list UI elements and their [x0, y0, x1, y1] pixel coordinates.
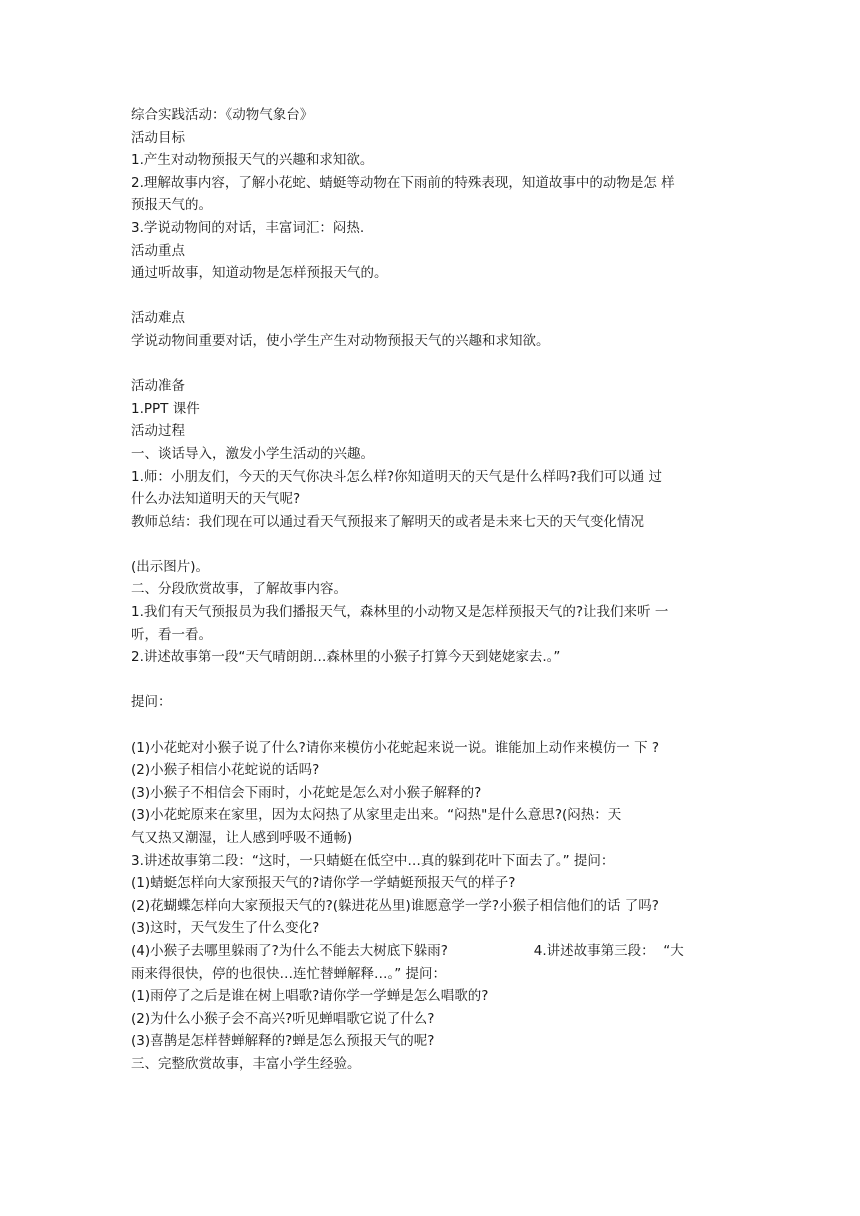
text-line: 听，看一看。	[131, 626, 212, 643]
section-heading-focus: 活动重点	[131, 242, 185, 259]
text-line: 3.学说动物间的对话，丰富词汇：闷热.	[131, 219, 365, 236]
text-line: 1.师：小朋友们，今天的天气你决斗怎么样?你知道明天的天气是什么样吗?我们可以通 过	[131, 468, 663, 485]
text-line: 1.PPT 课件	[131, 400, 200, 417]
text-line: 2.理解故事内容，了解小花蛇、蜻蜓等动物在下雨前的特殊表现，知道故事中的动物是怎 样	[131, 174, 675, 191]
section-heading-preparation: 活动准备	[131, 378, 185, 395]
blank-line	[131, 533, 735, 556]
text-line: (出示图片)。	[131, 558, 210, 575]
blank-line	[131, 714, 735, 737]
text-line: 什么办法知道明天的天气呢?	[131, 491, 301, 508]
text-line: 预报天气的。	[131, 197, 212, 214]
text-line: 通过听故事，知道动物是怎样预报天气的。	[131, 265, 388, 282]
blank-line	[131, 285, 735, 308]
text-line: (2)花蝴蝶怎样向大家预报天气的?(躲进花丛里)谁愿意学一学?小猴子相信他们的话 了吗?	[131, 897, 659, 914]
text-line: 气又热又潮湿，让人感到呼吸不通畅)	[131, 830, 353, 846]
text-line: (3)小花蛇原来在家里，因为太闷热了从家里走出来。“闷热"是什么意思?(闷热：天	[131, 807, 622, 824]
document-page	[131, 104, 735, 1076]
section-heading-process: 活动过程	[131, 423, 185, 440]
text-line: 提问：	[131, 694, 172, 711]
blank-line	[131, 353, 735, 376]
text-line: 雨来得很快，停的也很快…连忙替蝉解释…。” 提问：	[131, 965, 447, 982]
section-heading-goals: 活动目标	[131, 129, 185, 146]
text-line: 教师总结：我们现在可以通过看天气预报来了解明天的或者是未来七天的天气变化情况	[131, 513, 644, 530]
text-line: (1)雨停了之后是谁在树上唱歌?请你学一学蝉是怎么唱歌的?	[131, 988, 489, 1005]
text-line: 3.讲述故事第二段：“这时，一只蜻蜓在低空中…真的躲到花叶下面去了。” 提问：	[131, 852, 615, 869]
text-line: (4)小猴子去哪里躲雨了?为什么不能去大树底下躲雨? 4.讲述故事第三段： “大	[131, 942, 684, 959]
text-line: 1.产生对动物预报天气的兴趣和求知欲。	[131, 152, 374, 169]
text-line: (3)这时，天气发生了什么变化?	[131, 920, 320, 937]
text-line: 2.讲述故事第一段“天气晴朗朗…森林里的小猴子打算今天到姥姥家去.。”	[131, 649, 561, 666]
document-title: 综合实践活动：《动物气象台》	[131, 107, 314, 123]
text-line: 1.我们有天气预报员为我们播报天气，森林里的小动物又是怎样预报天气的?让我们来听 一	[131, 604, 669, 621]
section-heading-difficulty: 活动难点	[131, 310, 185, 327]
text-line: (1)小花蛇对小猴子说了什么?请你来模仿小花蛇起来说一说。谁能加上动作来模仿一 下 ?	[131, 739, 660, 756]
text-line: (3)小猴子不相信会下雨时，小花蛇是怎么对小猴子解释的?	[131, 784, 482, 801]
text-line: 学说动物间重要对话，使小学生产生对动物预报天气的兴趣和求知欲。	[131, 332, 550, 349]
text-line: 一、谈话导入，激发小学生活动的兴趣。	[131, 445, 374, 462]
text-line: (2)小猴子相信小花蛇说的话吗?	[131, 762, 320, 779]
text-line: 二、分段欣赏故事，了解故事内容。	[131, 581, 347, 598]
text-line: (3)喜鹊是怎样替蝉解释的?蝉是怎么预报天气的呢?	[131, 1033, 435, 1050]
text-line: 三、完整欣赏故事，丰富小学生经验。	[131, 1055, 361, 1072]
blank-line	[131, 669, 735, 692]
text-line: (1)蜻蜓怎样向大家预报天气的?请你学一学蜻蜓预报天气的样子?	[131, 875, 516, 892]
text-line: (2)为什么小猴子会不高兴?听见蝉唱歌它说了什么?	[131, 1010, 435, 1027]
